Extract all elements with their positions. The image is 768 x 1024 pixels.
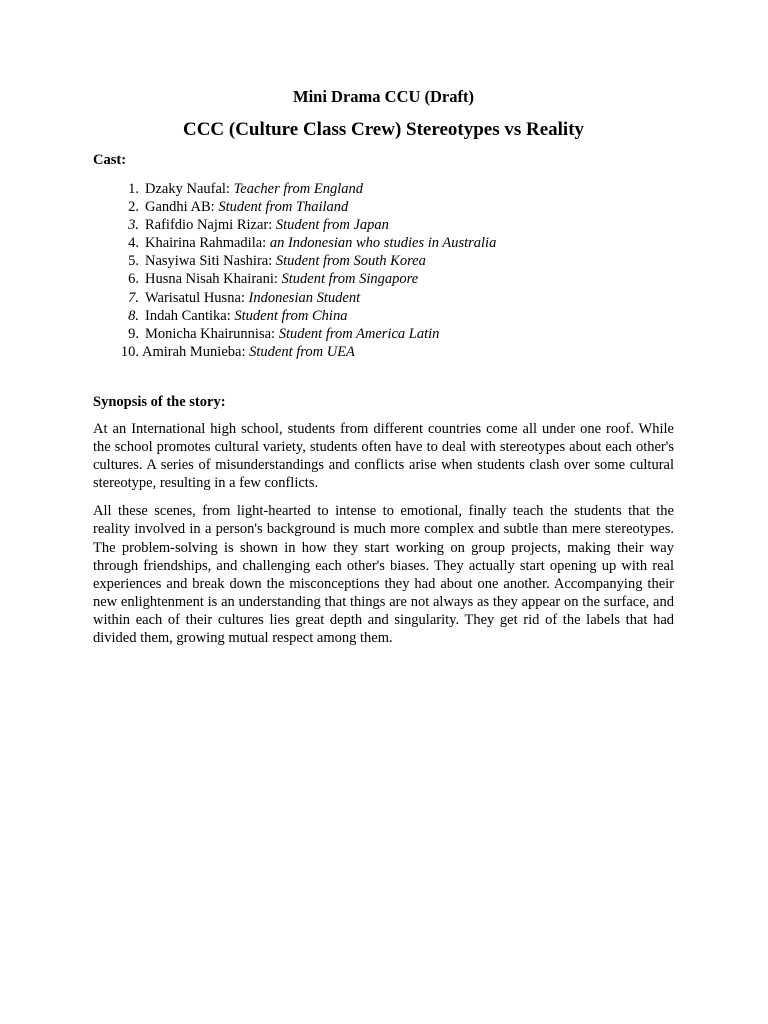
cast-role: Teacher from England (233, 181, 364, 197)
cast-number: 1. (128, 181, 139, 197)
cast-item (93, 198, 674, 216)
cast-item (93, 325, 674, 343)
document-page (93, 86, 674, 647)
cast-item (93, 270, 674, 288)
cast-role: Student from Japan (275, 217, 389, 234)
cast-number: 2. (128, 199, 139, 216)
cast-item (93, 252, 674, 270)
cast-name: Indah Cantika: (145, 307, 235, 324)
cast-name: Nasyiwa Siti Nashira: (145, 253, 276, 270)
cast-name: Gandhi AB: (145, 199, 219, 216)
cast-role: Student from UEA (249, 343, 355, 360)
cast-item (93, 307, 674, 325)
document-title: CCC (Culture Class Crew) Stereotypes vs Reality (182, 119, 585, 140)
cast-role: Student from Singapore (281, 271, 419, 288)
cast-number: 8. (128, 307, 139, 324)
synopsis-paragraph: All these scenes, from light-hearted to intense to emotional, finally teach the students that the reality involved in a person's background is much more complex and subtle than mere stereotypes. The problem-solving is shown in how they start working on group projects, making their way through friendships, and challenging each other's biases. They actually start opening up with real experiences and break down the misconceptions they had about one another. Accompanying their new enlightenment is an understanding that things are not always as they appear on the surface, and within each of their cultures lies great depth and singularity. They get rid of the labels that had divided them, growing mutual respect among them. (93, 503, 674, 646)
document-subtitle: Mini Drama CCU (Draft) (293, 87, 474, 106)
cast-name: Rafifdio Najmi Rizar: (145, 217, 276, 234)
cast-role: Indonesian Student (248, 289, 361, 306)
cast-role: Student from China (234, 307, 348, 324)
cast-role: an Indonesian who studies in Australia (269, 235, 497, 252)
cast-heading: Cast: (93, 152, 127, 168)
cast-number: 4. (128, 235, 139, 252)
cast-role: Student from America Latin (278, 325, 440, 342)
cast-number: 3. (128, 217, 139, 234)
synopsis-heading: Synopsis of the story: (93, 393, 226, 410)
cast-number: 6. (128, 271, 139, 288)
cast-number: 9. (128, 325, 139, 342)
cast-name: Husna Nisah Khairani: (145, 271, 282, 288)
cast-number: 7. (128, 289, 139, 306)
cast-name: Khairina Rahmadila: (145, 235, 270, 252)
synopsis-paragraph: At an International high school, students from different countries come all under one roof. While the school promotes cultural variety, students often have to deal with stereotypes about each other's cultures. A series of misunderstandings and conflicts arise when students clash over some cultural stereotype, resulting in a few conflicts. (93, 420, 674, 492)
cast-name: Amirah Munieba: (142, 343, 250, 360)
cast-item (93, 343, 674, 361)
cast-item (93, 234, 674, 252)
cast-list (93, 180, 674, 361)
cast-number: 5. (128, 253, 139, 270)
cast-name: Dzaky Naufal: (145, 181, 234, 197)
cast-item (93, 180, 674, 198)
cast-item (93, 216, 674, 234)
cast-name: Warisatul Husna: (145, 289, 249, 306)
cast-item (93, 289, 674, 307)
cast-role: Student from Thailand (218, 199, 349, 216)
cast-role: Student from South Korea (275, 253, 426, 270)
cast-number: 10. (120, 343, 139, 360)
cast-name: Monicha Khairunnisa: (145, 325, 279, 342)
